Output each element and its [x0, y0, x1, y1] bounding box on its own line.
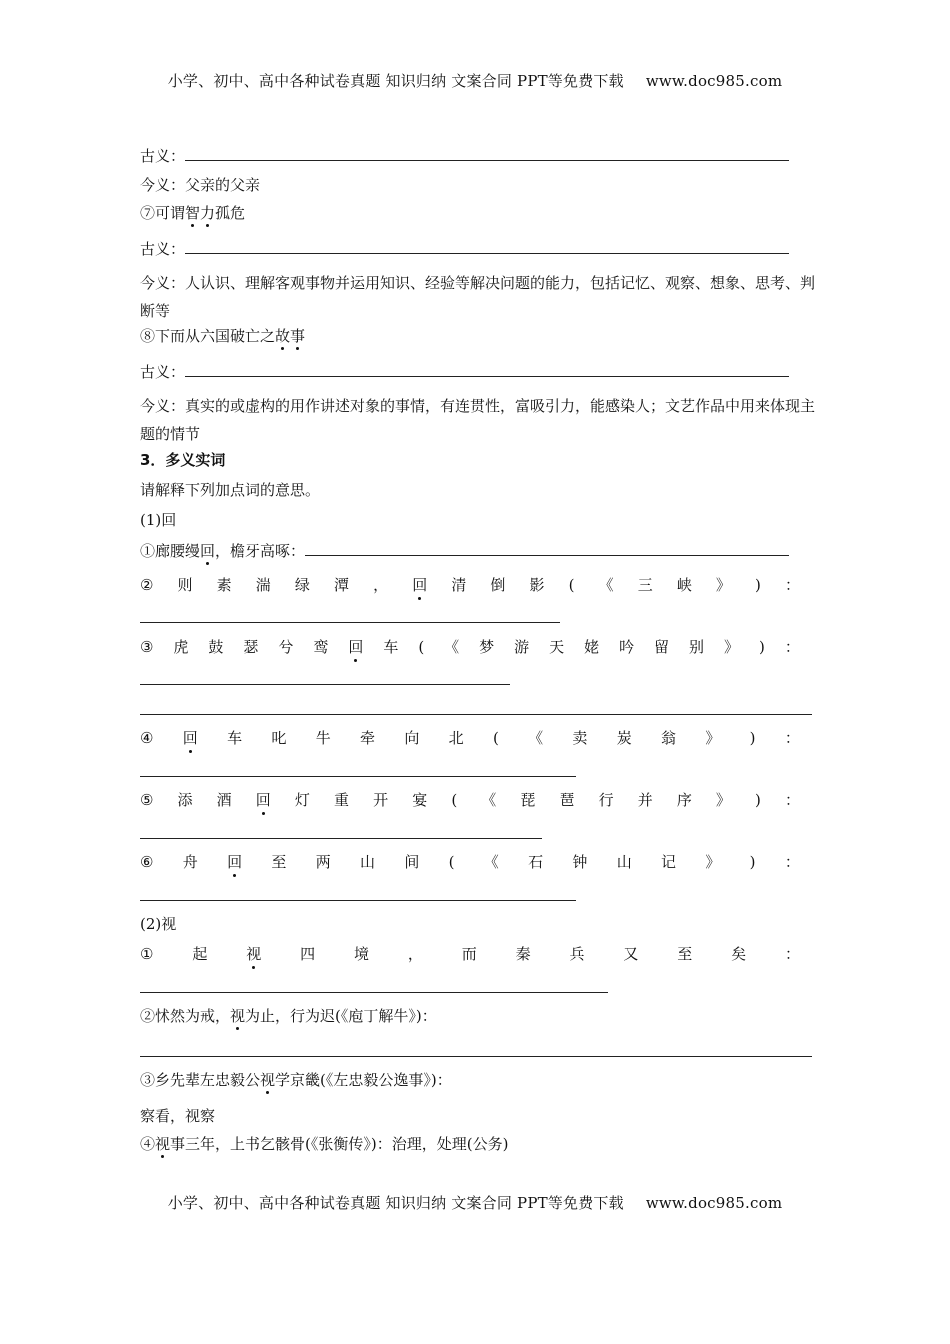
item-7 — [140, 203, 812, 223]
shi-q3-answer: 察看，视察 — [140, 1107, 216, 1125]
char: 《 — [483, 853, 499, 871]
char: 清 — [451, 576, 467, 594]
dotted-char: 回 — [412, 576, 428, 594]
char: 车 — [383, 638, 399, 656]
char: 虎 — [173, 638, 189, 656]
dotted-char: 回 — [227, 853, 243, 871]
char: 序 — [676, 791, 692, 809]
answer-blank[interactable] — [140, 622, 560, 623]
char: 两 — [315, 853, 331, 871]
shi-q2 — [140, 1006, 812, 1026]
shi-q2-pre: ②怵然为戒， — [140, 1007, 231, 1025]
char: 《 — [528, 729, 544, 747]
char: 牵 — [360, 729, 376, 747]
char: 别 — [689, 638, 705, 656]
answer-blank[interactable] — [140, 714, 812, 715]
section-3-title: 3．多义实词 — [140, 451, 226, 469]
char: 梦 — [479, 638, 495, 656]
answer-blank[interactable] — [305, 540, 789, 556]
hui-q3 — [140, 637, 800, 657]
char: 天 — [549, 638, 565, 656]
char: ⑥ — [140, 853, 154, 871]
shi-q3-post: 学京畿(《左忠毅公逸事》)： — [275, 1071, 452, 1089]
answer-blank[interactable] — [140, 992, 608, 993]
gu-yi-line-1 — [140, 145, 812, 166]
char: 兮 — [278, 638, 294, 656]
char: 牛 — [315, 729, 331, 747]
item-7-post: 孤危 — [215, 204, 246, 222]
char: ④ — [140, 729, 154, 747]
char: 又 — [623, 945, 639, 963]
gu-yi-line-2 — [140, 238, 812, 259]
char: 三 — [637, 576, 653, 594]
char: 》 — [715, 791, 731, 809]
char: 至 — [271, 853, 287, 871]
jin-yi-line-3: 今义：真实的或虚构的用作讲述对象的事情，有连贯性，富吸引力，能感染人；文艺作品中用来体现主题的情节 — [140, 397, 816, 443]
hui-q6 — [140, 852, 800, 872]
char: ： — [784, 729, 800, 747]
char: 石 — [528, 853, 544, 871]
answer-blank[interactable] — [185, 238, 789, 254]
dotted-char: 回 — [182, 729, 198, 747]
char: ( — [448, 853, 455, 871]
hui-q1-pre: ①廊腰缦 — [140, 542, 201, 560]
char: 卖 — [572, 729, 588, 747]
shi-q4 — [140, 1134, 812, 1154]
item-8 — [140, 326, 812, 346]
dotted-char: 故 — [275, 327, 291, 345]
char: 瑟 — [243, 638, 259, 656]
char: 留 — [654, 638, 670, 656]
char: 素 — [216, 576, 232, 594]
jin-yi-line-1: 今义：父亲的父亲 — [140, 176, 261, 194]
char: 琵 — [520, 791, 536, 809]
char: 行 — [598, 791, 614, 809]
gu-yi-label: 古义： — [140, 240, 186, 258]
char: ： — [784, 853, 800, 871]
gu-yi-label: 古义： — [140, 363, 186, 381]
char: 《 — [481, 791, 497, 809]
answer-blank[interactable] — [185, 145, 789, 161]
dotted-char: 视 — [246, 945, 262, 963]
char: 四 — [300, 945, 316, 963]
char: 宴 — [412, 791, 428, 809]
char: ， — [407, 945, 423, 963]
char: 开 — [373, 791, 389, 809]
dotted-char: 视 — [230, 1007, 246, 1025]
char: 则 — [177, 576, 193, 594]
hui-heading: (1)回 — [140, 511, 177, 529]
dotted-char: 回 — [200, 542, 216, 560]
answer-blank[interactable] — [140, 684, 510, 685]
char: 》 — [705, 853, 721, 871]
char: 绿 — [294, 576, 310, 594]
shi-heading: (2)视 — [140, 915, 177, 933]
char: ： — [784, 576, 800, 594]
hui-q4 — [140, 728, 800, 748]
char: 北 — [448, 729, 464, 747]
char: ) — [755, 791, 761, 809]
hui-q2 — [140, 575, 800, 595]
shi-q2-post: 为止，行为迟(《庖丁解牛》)： — [245, 1007, 437, 1025]
char: 》 — [724, 638, 740, 656]
char: 》 — [705, 729, 721, 747]
char: ( — [418, 638, 425, 656]
answer-blank[interactable] — [140, 776, 576, 777]
char: ① — [140, 945, 154, 963]
header-text: 小学、初中、高中各种试卷真题 知识归纳 文案合同 PPT等免费下载 — [167, 72, 624, 90]
char: ② — [140, 576, 154, 594]
char: ) — [755, 576, 761, 594]
char: 起 — [192, 945, 208, 963]
char: ) — [749, 729, 756, 747]
footer-text: 小学、初中、高中各种试卷真题 知识归纳 文案合同 PPT等免费下载 — [167, 1194, 624, 1212]
hui-q1-post: ，檐牙高啄： — [215, 542, 306, 560]
char: 山 — [616, 853, 632, 871]
page-header — [0, 70, 950, 91]
shi-q1 — [140, 944, 800, 964]
char: 翁 — [661, 729, 677, 747]
char: 《 — [444, 638, 460, 656]
gu-yi-line-3 — [140, 361, 812, 382]
char: ( — [451, 791, 458, 809]
shi-q3-pre: ③乡先辈左忠毅公 — [140, 1071, 261, 1089]
section-3-instruction: 请解释下列加点词的意思。 — [140, 481, 321, 499]
char: 湍 — [255, 576, 271, 594]
char: ， — [373, 576, 389, 594]
char: 游 — [514, 638, 530, 656]
char: 兵 — [569, 945, 585, 963]
dotted-char: 视 — [260, 1071, 276, 1089]
dotted-char: 回 — [348, 638, 364, 656]
char: 并 — [637, 791, 653, 809]
char: ： — [784, 945, 800, 963]
char: 间 — [404, 853, 420, 871]
char: 鸾 — [313, 638, 329, 656]
page-footer — [0, 1192, 950, 1213]
char: 舟 — [182, 853, 198, 871]
dotted-char: 力 — [200, 204, 216, 222]
char: 境 — [353, 945, 369, 963]
char: ： — [784, 791, 800, 809]
char: 《 — [598, 576, 614, 594]
dotted-char: 回 — [255, 791, 271, 809]
char: ( — [568, 576, 575, 594]
char: ⑤ — [140, 791, 154, 809]
char: ： — [784, 638, 800, 656]
jin-yi-line-2: 今义：人认识、理解客观事物并运用知识、经验等解决问题的能力，包括记忆、观察、想象、思考、判断等 — [140, 274, 816, 320]
char: 矣 — [731, 945, 747, 963]
char: 鼓 — [208, 638, 224, 656]
footer-site: www.doc985.com — [645, 1194, 783, 1212]
char: 叱 — [271, 729, 287, 747]
item-7-pre: ⑦可谓 — [140, 204, 186, 222]
char: 倒 — [490, 576, 506, 594]
header-site: www.doc985.com — [645, 72, 783, 90]
char: ( — [492, 729, 499, 747]
gu-yi-label: 古义： — [140, 147, 186, 165]
char: 》 — [715, 576, 731, 594]
char: 吟 — [619, 638, 635, 656]
hui-q1 — [140, 540, 812, 561]
dotted-char: 事 — [290, 327, 306, 345]
char: 山 — [360, 853, 376, 871]
char: 至 — [677, 945, 693, 963]
dotted-char: 智 — [185, 204, 201, 222]
char: 秦 — [515, 945, 531, 963]
char: 灯 — [294, 791, 310, 809]
char: ) — [759, 638, 765, 656]
char: 重 — [333, 791, 349, 809]
char: 炭 — [616, 729, 632, 747]
char: 钟 — [572, 853, 588, 871]
char: 向 — [404, 729, 420, 747]
char: 记 — [661, 853, 677, 871]
char: 添 — [177, 791, 193, 809]
char: 姥 — [584, 638, 600, 656]
shi-q4-post: 事三年，上书乞骸骨(《张衡传》)：治理，处理(公务) — [170, 1135, 509, 1153]
shi-q3 — [140, 1070, 812, 1090]
dotted-char: 视 — [155, 1135, 171, 1153]
char: ) — [749, 853, 756, 871]
char: 酒 — [216, 791, 232, 809]
item-8-pre: ⑧下而从六国破亡之 — [140, 327, 276, 345]
answer-blank[interactable] — [185, 361, 789, 377]
char: 车 — [227, 729, 243, 747]
char: ③ — [140, 638, 154, 656]
char: 潭 — [333, 576, 349, 594]
char: 峡 — [676, 576, 692, 594]
shi-q4-num: ④ — [140, 1135, 156, 1153]
char: 琶 — [559, 791, 575, 809]
char: 影 — [529, 576, 545, 594]
answer-blank[interactable] — [140, 1056, 812, 1057]
char: 而 — [461, 945, 477, 963]
hui-q5 — [140, 790, 800, 810]
answer-blank[interactable] — [140, 838, 542, 839]
answer-blank[interactable] — [140, 900, 576, 901]
